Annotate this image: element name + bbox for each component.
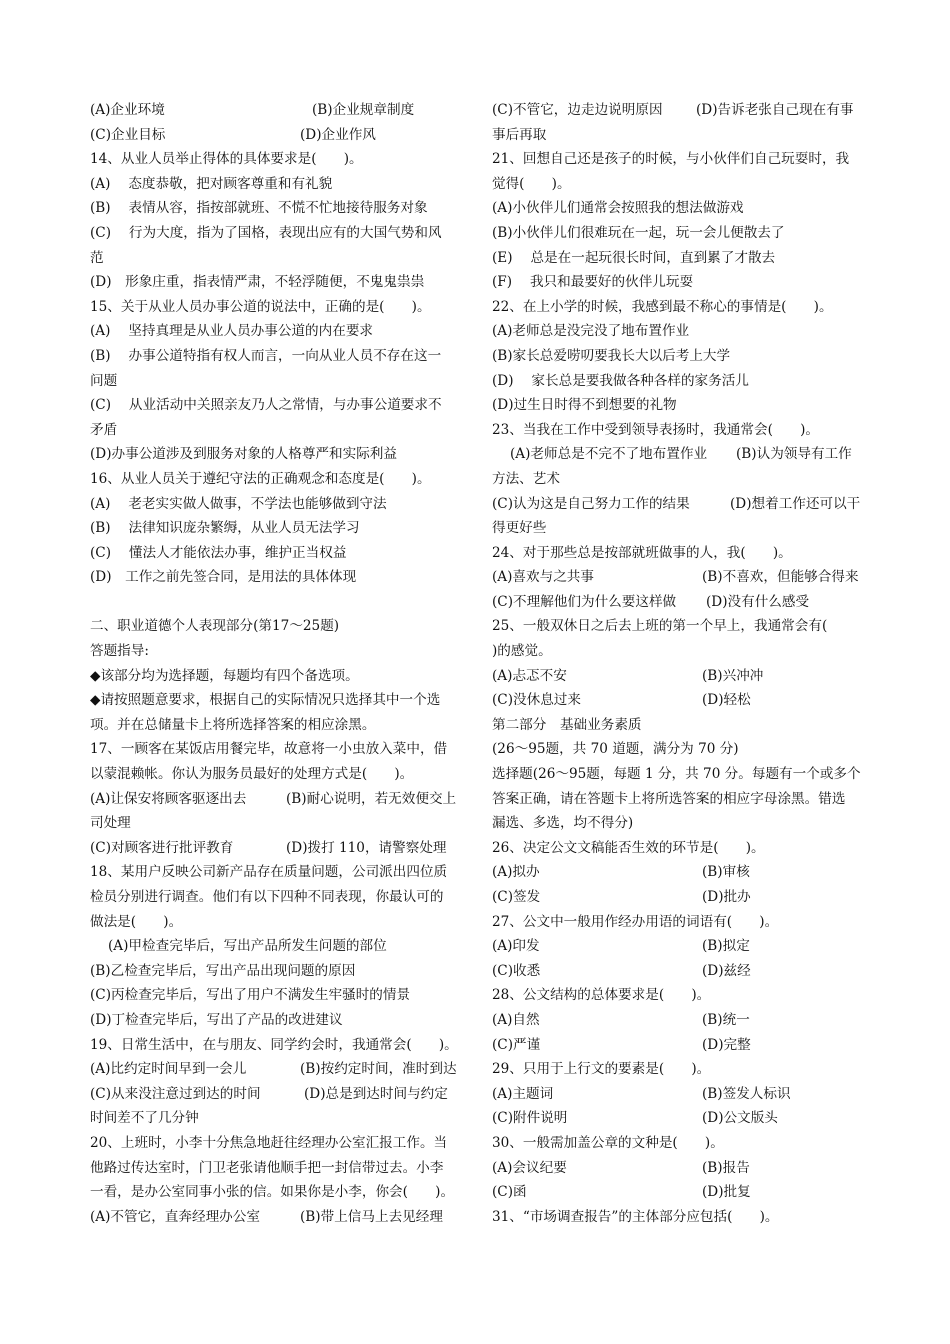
- option-right: (B)认为领导有工作: [736, 446, 852, 463]
- option-row: [90, 787, 466, 812]
- option-right: (D)想着工作还可以干: [730, 495, 861, 512]
- option-row: [492, 565, 864, 590]
- text-line: (B) 表情从容，指按部就班、不慌不忙地接待服务对象: [90, 200, 428, 217]
- option-row: [492, 590, 864, 615]
- text-line: 矛盾: [90, 421, 118, 438]
- text-line: (B) 法律知识庞杂繁缛，从业人员无法学习: [90, 520, 360, 537]
- option-row: [492, 1180, 864, 1205]
- option-left: (A)老师总是不完不了地布置作业: [510, 446, 708, 463]
- option-row: [492, 1106, 864, 1131]
- option-right: (D)拨打 110，请警察处理: [286, 839, 447, 856]
- text-line: 事后再取: [492, 126, 547, 143]
- option-row: [492, 934, 864, 959]
- text-line: 做法是( )。: [90, 913, 183, 930]
- option-left: (A)印发: [492, 938, 540, 955]
- option-left: (A)让保安将顾客驱逐出去: [90, 790, 247, 807]
- left-column: [90, 98, 466, 1229]
- text-line: 司处理: [90, 815, 131, 832]
- text-line: 范: [90, 249, 104, 266]
- option-row: [492, 98, 864, 123]
- text-line: 15、关于从业人员办事公道的说法中，正确的是( )。: [90, 298, 431, 315]
- option-right: (B)不喜欢，但能够合得来: [702, 569, 859, 586]
- option-left: (C)严谨: [492, 1036, 541, 1053]
- option-left: (A)会议纪要: [492, 1159, 567, 1176]
- option-row: [90, 1082, 466, 1107]
- text-line: 24、对于那些总是按部就班做事的人，我( )。: [492, 544, 792, 561]
- text-line: (D) 形象庄重，指表情严肃，不轻浮随便，不鬼鬼祟祟: [90, 274, 425, 291]
- option-right: (D)企业作风: [300, 126, 376, 143]
- text-line: 25、一般双休日之后去上班的第一个早上，我通常会有(: [492, 618, 828, 635]
- text-line: 27、公文中一般用作经办用语的词语有( )。: [492, 913, 779, 930]
- text-line: (D)过生日时得不到想要的礼物: [492, 397, 677, 414]
- text-line: (B) 办事公道特指有权人而言，一向从业人员不存在这一: [90, 347, 442, 364]
- option-left: (C)不管它，边走边说明原因: [492, 102, 663, 118]
- text-line: 检员分别进行调查。他们有以下四种不同表现，你最认可的: [90, 889, 444, 905]
- option-right: (B)按约定时间，准时到达: [300, 1061, 457, 1078]
- text-line: 方法、艺术: [492, 470, 560, 487]
- option-left: (C)认为这是自己努力工作的结果: [492, 495, 690, 512]
- option-row: [492, 860, 864, 885]
- option-left: (C)从来没注意过到达的时间: [90, 1085, 261, 1102]
- text-line: 30、一般需加盖公章的文种是( )。: [492, 1134, 724, 1151]
- text-line: 以蒙混赖帐。你认为服务员最好的处理方式是( )。: [90, 766, 414, 783]
- option-row: [492, 1033, 864, 1058]
- text-line: (D)办事公道涉及到服务对象的人格尊严和实际利益: [90, 446, 397, 463]
- option-left: (A)喜欢与之共事: [492, 569, 594, 586]
- text-line: (C) 懂法人才能依法办事，维护正当权益: [90, 544, 347, 561]
- option-left: (A)企业环境: [90, 102, 165, 118]
- option-row: [492, 492, 864, 517]
- text-line: 一看，是办公室同事小张的信。如果你是小李，你会( )。: [90, 1184, 455, 1201]
- option-left: (A)忐忑不安: [492, 667, 567, 684]
- text-line: 答案正确，请在答题卡上将所选答案的相应字母涂黑。错选: [492, 790, 846, 807]
- text-line: ◆请按照题意要求，根据自己的实际情况只选择其中一个选: [90, 692, 441, 709]
- text-line: 二、职业道德个人表现部分(第17～25题): [90, 618, 340, 635]
- option-right: (D)轻松: [702, 692, 751, 709]
- option-row: [492, 688, 864, 713]
- option-row: [492, 1008, 864, 1033]
- text-line: (A) 态度恭敬，把对顾客尊重和有礼貌: [90, 175, 333, 192]
- option-row: [492, 664, 864, 689]
- text-line: (D) 工作之前先签合同，是用法的具体体现: [90, 569, 357, 586]
- text-line: (A)甲检查完毕后，写出产品所发生问题的部位: [108, 938, 387, 955]
- option-row: [90, 1205, 466, 1230]
- option-right: (D)完整: [702, 1036, 751, 1053]
- text-line: (A) 老老实实做人做事，不学法也能够做到守法: [90, 495, 387, 512]
- text-line: (26～95题，共 70 道题，满分为 70 分): [492, 741, 739, 758]
- option-left: (A)主题词: [492, 1085, 554, 1102]
- text-line: 漏选、多选，均不得分): [492, 815, 634, 832]
- option-left: (C)函: [492, 1184, 527, 1201]
- option-right: (D)总是到达时间与约定: [304, 1085, 448, 1102]
- text-line: (D) 家长总是要我做各种各样的家务活儿: [492, 372, 749, 389]
- option-row: [90, 1057, 466, 1082]
- text-line: (F) 我只和最要好的伙伴儿玩耍: [492, 274, 694, 291]
- option-left: (C)企业目标: [90, 126, 166, 143]
- text-line: 得更好些: [492, 520, 547, 537]
- option-left: (C)不理解他们为什么要这样做: [492, 593, 677, 610]
- text-line: (A)小伙伴儿们通常会按照我的想法做游戏: [492, 200, 744, 217]
- option-right: (B)耐心说明，若无效便交上: [286, 790, 457, 807]
- text-line: 他路过传达室时，门卫老张请他顺手把一封信带过去。小李: [90, 1159, 444, 1176]
- text-line: 22、在上小学的时候，我感到最不称心的事情是( )。: [492, 298, 833, 315]
- text-line: 17、一顾客在某饭店用餐完毕，故意将一小虫放入菜中，借: [90, 741, 448, 758]
- option-row: [90, 123, 466, 148]
- text-line: (B)乙检查完毕后，写出产品出现问题的原因: [90, 962, 356, 979]
- text-line: 选择题(26～95题，每题 1 分，共 70 分。每题有一个或多个: [492, 766, 861, 783]
- text-line: 26、决定公文文稿能否生效的环节是( )。: [492, 839, 765, 856]
- text-line: 答题指导:: [90, 643, 149, 660]
- option-right: (B)签发人标识: [702, 1085, 791, 1102]
- option-right: (D)兹经: [702, 962, 751, 979]
- text-line: 23、当我在工作中受到领导表扬时，我通常会( )。: [492, 421, 819, 438]
- text-line: 19、日常生活中，在与朋友、同学约会时，我通常会( )。: [90, 1036, 458, 1053]
- option-row: [492, 442, 864, 467]
- text-line: (A)老师总是没完没了地布置作业: [492, 323, 690, 340]
- text-line: (A) 坚持真理是从业人员办事公道的内在要求: [90, 323, 374, 340]
- text-line: (B)小伙伴儿们很难玩在一起，玩一会儿便散去了: [492, 224, 785, 241]
- option-row: [492, 1156, 864, 1181]
- text-line: 项。并在总储量卡上将所选择答案的相应涂黑。: [90, 716, 376, 733]
- right-column: [492, 98, 864, 1229]
- text-line: 16、从业人员关于遵纪守法的正确观念和态度是( )。: [90, 470, 431, 487]
- text-line: 18、某用户反映公司新产品存在质量问题，公司派出四位质: [90, 864, 448, 881]
- option-left: (C)对顾客进行批评教育: [90, 839, 234, 856]
- text-line: (C) 从业活动中关照亲友乃人之常情，与办事公道要求不: [90, 397, 442, 414]
- option-right: (B)统一: [702, 1011, 750, 1028]
- text-line: (B)家长总爱唠叨要我长大以后考上大学: [492, 347, 731, 364]
- option-left: (C)收悉: [492, 962, 541, 979]
- option-right: (B)企业规章制度: [312, 102, 415, 118]
- text-line: (C)丙检查完毕后，写出了用户不满发生牢骚时的情景: [90, 987, 411, 1004]
- option-left: (A)自然: [492, 1011, 540, 1028]
- text-line: ◆该部分均为选择题，每题均有四个备选项。: [90, 667, 359, 684]
- option-right: (D)批复: [702, 1184, 751, 1201]
- option-left: (A)拟办: [492, 864, 540, 881]
- text-line: (C) 行为大度，指为了国格，表现出应有的大国气势和风: [90, 224, 442, 241]
- text-line: 28、公文结构的总体要求是( )。: [492, 987, 711, 1004]
- text-line: 问题: [90, 372, 118, 389]
- option-right: (B)报告: [702, 1159, 750, 1176]
- option-right: (B)审核: [702, 864, 750, 881]
- text-line: 时间差不了几分钟: [90, 1110, 199, 1127]
- option-right: (B)兴冲冲: [702, 667, 764, 684]
- option-row: [90, 98, 466, 123]
- option-right: (D)告诉老张自己现在有事: [696, 102, 854, 118]
- text-line: (E) 总是在一起玩很长时间，直到累了才散去: [492, 249, 776, 266]
- option-left: (A)不管它，直奔经理办公室: [90, 1208, 260, 1225]
- spacer: [90, 590, 466, 615]
- option-right: (B)拟定: [702, 938, 750, 955]
- text-line: 21、回想自己还是孩子的时候，与小伙伴们自己玩耍时，我: [492, 151, 850, 168]
- text-line: 29、只用于上行文的要素是( )。: [492, 1061, 711, 1078]
- option-left: (C)没休息过来: [492, 692, 581, 709]
- option-row: [90, 836, 466, 861]
- text-line: (D)丁检查完毕后，写出了产品的改进建议: [90, 1011, 343, 1028]
- option-row: [492, 959, 864, 984]
- option-left: (C)附件说明: [492, 1110, 568, 1127]
- option-right: (D)没有什么感受: [706, 593, 810, 610]
- option-right: (B)带上信马上去见经理: [300, 1208, 443, 1225]
- text-line: )的感觉。: [492, 643, 552, 660]
- text-line: 觉得( )。: [492, 175, 571, 192]
- option-right: (D)批办: [702, 889, 751, 905]
- option-left: (A)比约定时间早到一会儿: [90, 1061, 247, 1078]
- text-line: 31、“市场调查报告”的主体部分应包括( )。: [492, 1208, 779, 1225]
- option-right: (D)公文版头: [702, 1110, 778, 1127]
- text-line: 20、上班时，小李十分焦急地赶往经理办公室汇报工作。当: [90, 1134, 448, 1151]
- text-line: 14、从业人员举止得体的具体要求是( )。: [90, 151, 363, 168]
- option-row: [492, 1082, 864, 1107]
- option-left: (C)签发: [492, 889, 541, 905]
- text-line: 第二部分 基础业务素质: [492, 716, 642, 733]
- option-row: [492, 885, 864, 910]
